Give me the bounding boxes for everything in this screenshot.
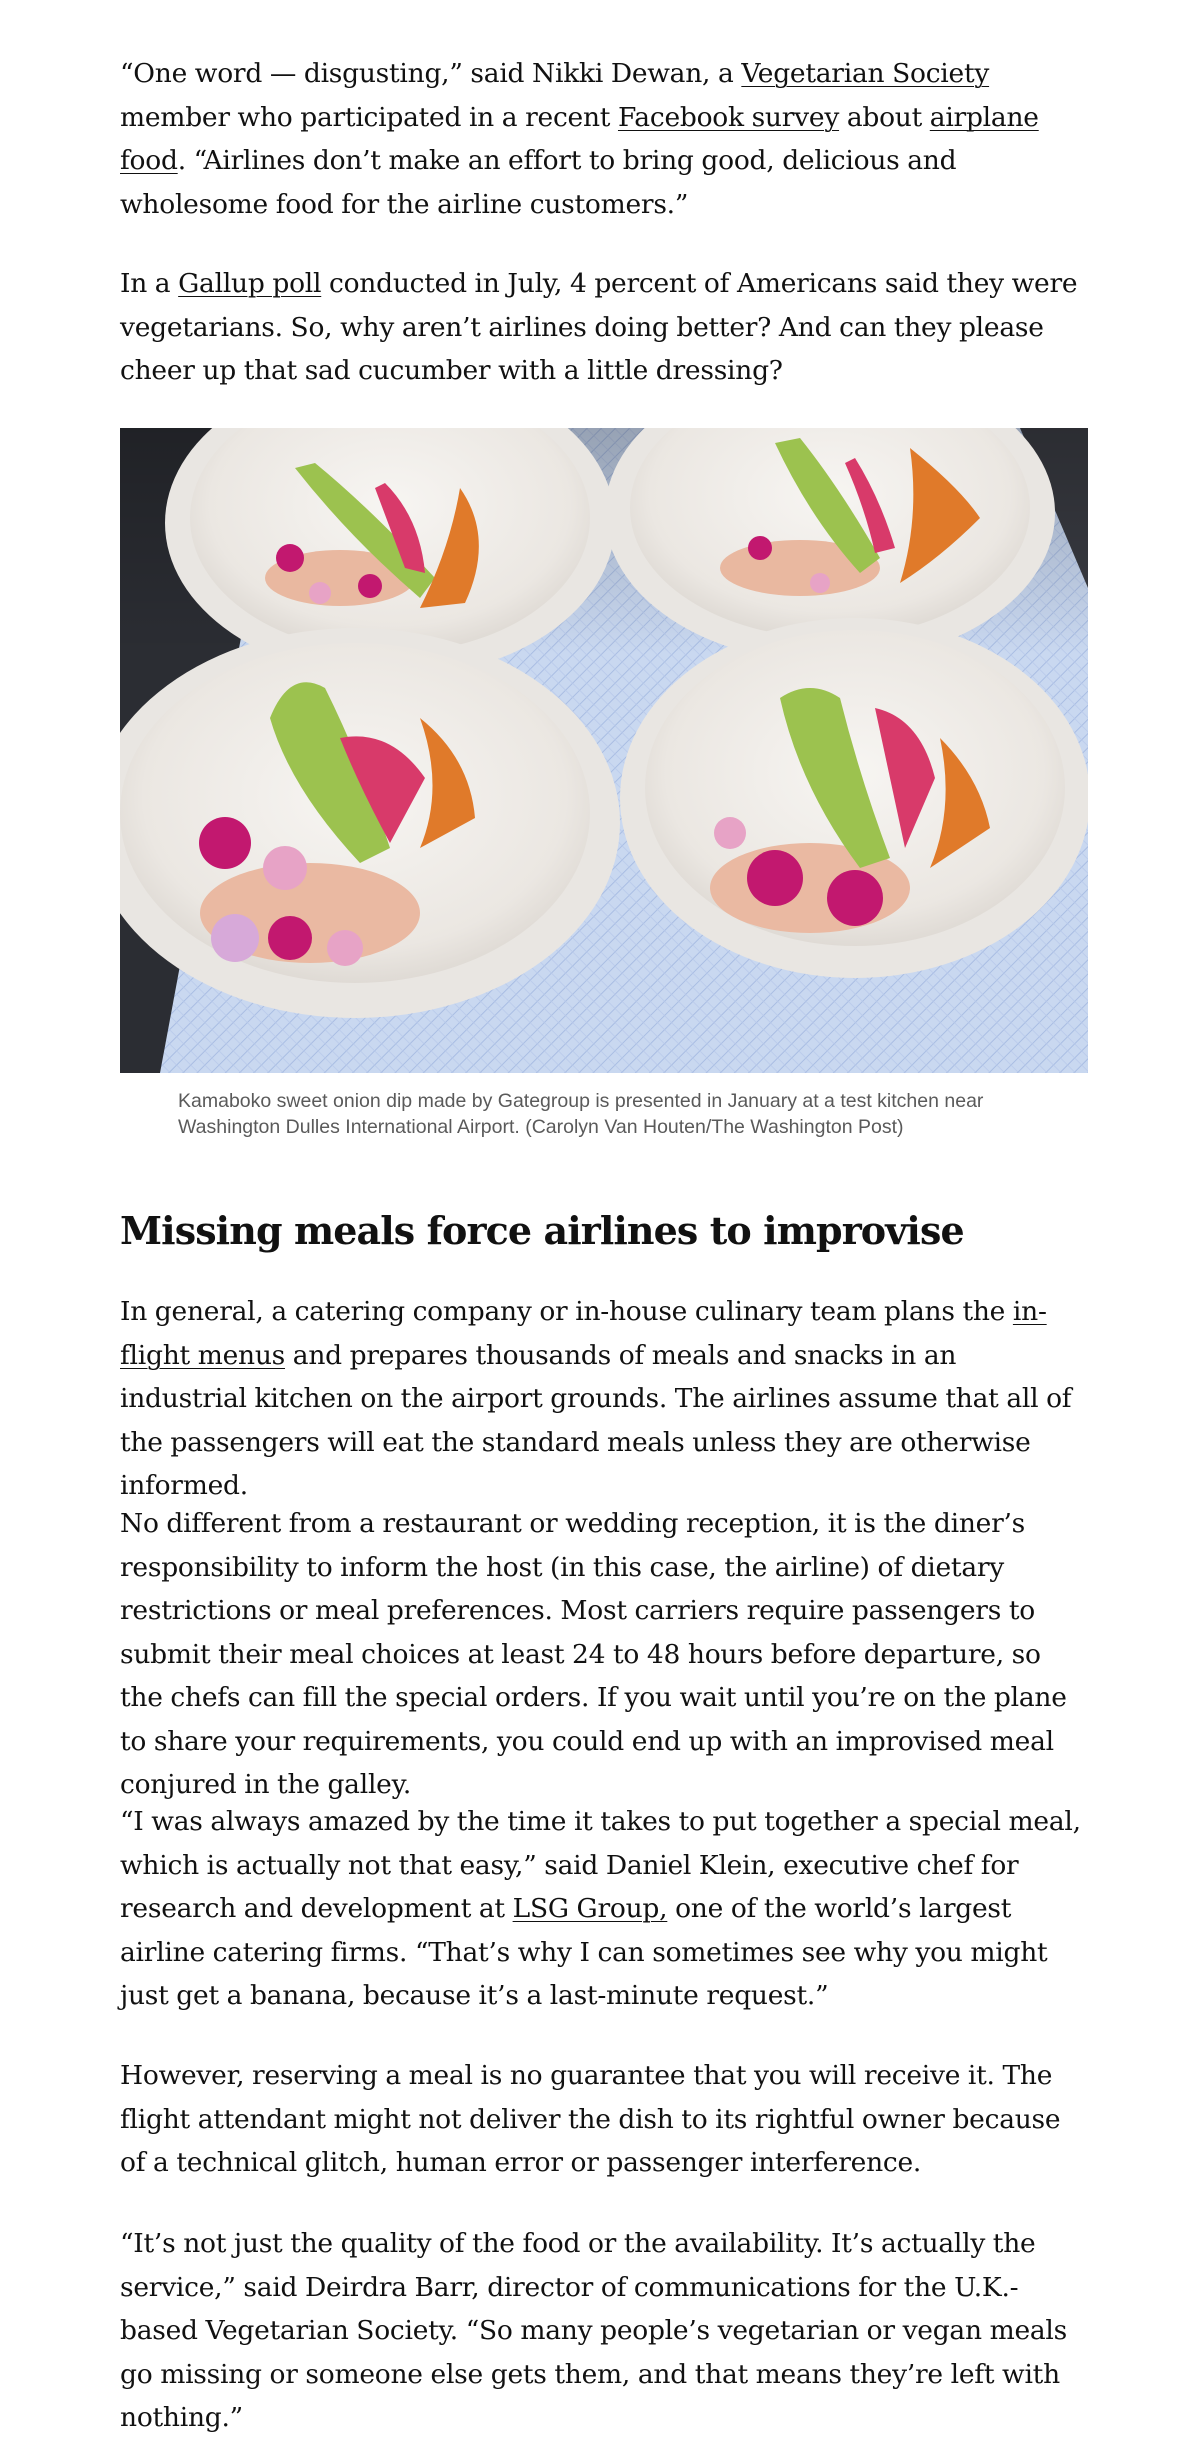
paragraph-no-guarantee: However, reserving a meal is no guarantee that you will receive it. The flight attendant might not deliver the dish to its rightful owner because of a technical glitch, human error or passenger interference. [120,2060,1061,2178]
paragraph-text: . “Airlines don’t make an effort to bring good, delicious and wholesome food for the airline customers.” [120,145,957,220]
link-gallup-poll[interactable]: Gallup poll [178,268,322,299]
edible-flower [268,916,312,960]
edible-flower [714,817,746,849]
article-photo [120,428,1088,1073]
paragraph-nikki-dewan-quote [120,52,1088,226]
paragraph-text: conducted in July, 4 percent of Americans said they were vegetarians. So, why aren’t airlines doing better? And can they please cheer up that sad cucumber with a little dressing? [120,268,1078,386]
section-heading: Missing meals force airlines to improvise [120,1208,964,1253]
link-airplane-food[interactable]: airplane food [120,101,1039,176]
paragraph-text: In general, a catering company or in-house culinary team plans the [120,1296,1013,1327]
paragraph-text: about [839,101,930,133]
edible-flower [827,870,883,926]
paragraph-text: one of the world’s largest airline catering firms. “That’s why I can sometimes see why you might just get a banana, because it’s a last-minute request.” [120,1893,1048,2011]
edible-flower [810,573,830,593]
bowl-bottom-right [620,618,1088,978]
link-in-flight-menus[interactable]: in-flight menus [120,1296,1047,1371]
paragraph-text: In a [120,268,179,299]
edible-flower [263,846,307,890]
edible-flower [211,914,259,962]
edible-flower [327,930,363,966]
paragraph-text: “One word — disgusting,” said Nikki Dewan, a [120,58,742,89]
edible-flower [358,574,382,598]
edible-flower [276,544,304,572]
paragraph-daniel-klein-quote [120,1800,1088,2018]
link-facebook-survey[interactable]: Facebook survey [617,101,840,133]
link-lsg-group[interactable]: LSG Group, [512,1893,668,1924]
edible-flower [748,536,772,560]
edible-flower [199,817,251,869]
link-vegetarian-society[interactable]: Vegetarian Society [741,58,990,89]
edible-flower [309,582,331,604]
photo-caption: Kamaboko sweet onion dip made by Gategroup is presented in January at a test kitchen near Washington Dulles International Airport. (Carolyn Van Houten/The Washington Post) [178,1090,984,1138]
food-bowls-photo [120,428,1088,1073]
paragraph-catering [120,1290,1088,1508]
paragraph-text: and prepares thousands of meals and snacks in an industrial kitchen on the airport grounds. The airlines assume that all of the passengers will eat the standard meals unless they are otherwise informed. [120,1339,1072,1501]
paragraph-diner-responsibility: No different from a restaurant or wedding reception, it is the diner’s responsibility to inform the host (in this case, the airline) of dietary restrictions or meal preferences. Most carriers require passengers to submit their meal choices at least 24 to 48 hours before departure, so the chefs can fill the special orders. If you wait until you’re on the plane to share your requirements, you could end up with an improvised meal conjured in the galley. [120,1508,1067,1800]
paragraph-text: “I was always amazed by the time it takes to put together a special meal, which is actually not that easy,” said Daniel Klein, executive chef for research and development at [120,1806,1081,1924]
paragraph-text: member who participated in a recent [120,101,618,133]
paragraph-gallup-poll [120,262,1088,393]
edible-flower [747,850,803,906]
paragraph-deirdra-barr-quote: “It’s not just the quality of the food or the availability. It’s actually the service,” said Deirdra Barr, director of communications for the U.K.-based Vegetarian Society. “So many people’s vegetarian or vegan meals go missing or someone else gets them, and that means they’re left with nothing.” [120,2228,1068,2433]
